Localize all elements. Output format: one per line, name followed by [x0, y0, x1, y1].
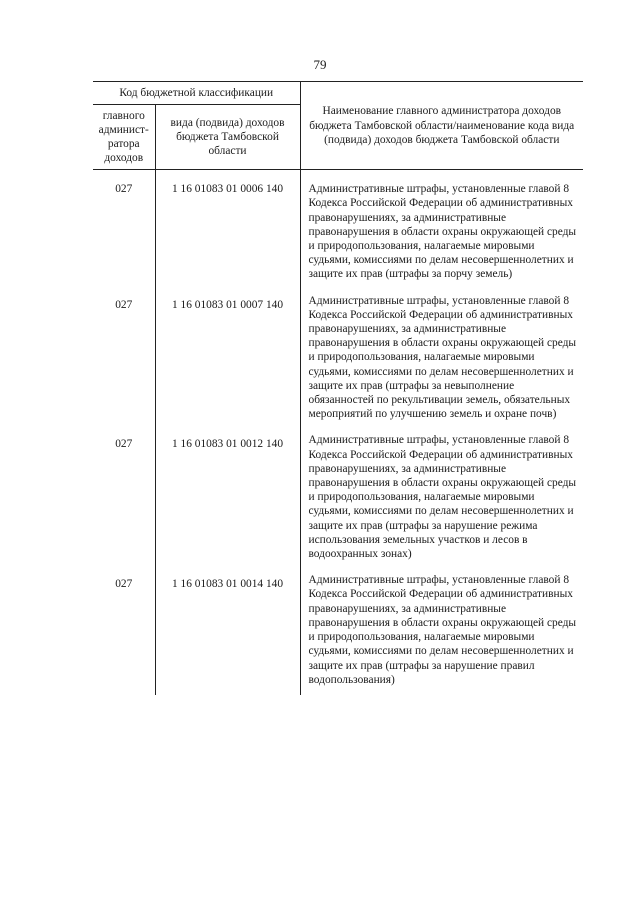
header-group-title: Код бюджетной классификации	[93, 82, 300, 105]
description-cell: Административные штрафы, установленные главой 8 Кодекса Российской Федерации об административных правонарушениях, за административные правонарушения в области охраны окружающей среды и природопользования, налагаемые мировыми судьями, комиссиями по делам несовершеннолетних и защите их прав (штрафы за нарушение правил водопользования)	[308, 574, 577, 686]
budget-classification-table	[93, 81, 583, 695]
description-cell: Административные штрафы, установленные главой 8 Кодекса Российской Федерации об административных правонарушениях, за административные правонарушения в области охраны окружающей среды и природопользования, налагаемые мировыми судьями, комиссиями по делам несовершеннолетних и защите их прав (штрафы за нарушение режима использования земельных участков и лесов в водоохранных зонах)	[308, 434, 577, 561]
admin-code-cell: 027	[93, 170, 155, 290]
kbk-cell: 1 16 01083 01 0006 140	[155, 170, 300, 290]
table-header	[93, 82, 583, 170]
table-row	[93, 170, 583, 290]
description-cell: Административные штрафы, установленные главой 8 Кодекса Российской Федерации об административных правонарушениях, за административные правонарушения в области охраны окружающей среды и природопользования, налагаемые мировыми судьями, комиссиями по делам несовершеннолетних и защите их прав (штрафы за порчу земель)	[308, 183, 577, 281]
admin-code-cell: 027	[93, 569, 155, 695]
page-number: 79	[313, 57, 327, 72]
table-row	[93, 569, 583, 695]
table-row	[93, 429, 583, 569]
admin-code-cell: 027	[93, 290, 155, 430]
kbk-cell: 1 16 01083 01 0014 140	[155, 569, 300, 695]
description-cell: Административные штрафы, установленные главой 8 Кодекса Российской Федерации об административных правонарушениях, за административные правонарушения в области охраны окружающей среды и природопользования, налагаемые мировыми судьями, комиссиями по делам несовершеннолетних и защите их прав (штрафы за невыполнение обязанностей по рекультивации земель, обязательных мероприятий по улучшению земель и охране почв)	[308, 294, 577, 421]
kbk-cell: 1 16 01083 01 0012 140	[155, 429, 300, 569]
header-name-column: Наименование главного администратора доходов бюджета Тамбовской области/наименование кода вида (подвида) доходов бюджета Тамбовской области	[300, 82, 583, 170]
kbk-cell: 1 16 01083 01 0007 140	[155, 290, 300, 430]
table-row	[93, 290, 583, 430]
admin-code-cell: 027	[93, 429, 155, 569]
header-admin-column: главного админист-ратора доходов	[93, 105, 155, 170]
table-body	[93, 170, 583, 695]
header-kbk-column: вида (подвида) доходов бюджета Тамбовской области	[155, 105, 300, 170]
